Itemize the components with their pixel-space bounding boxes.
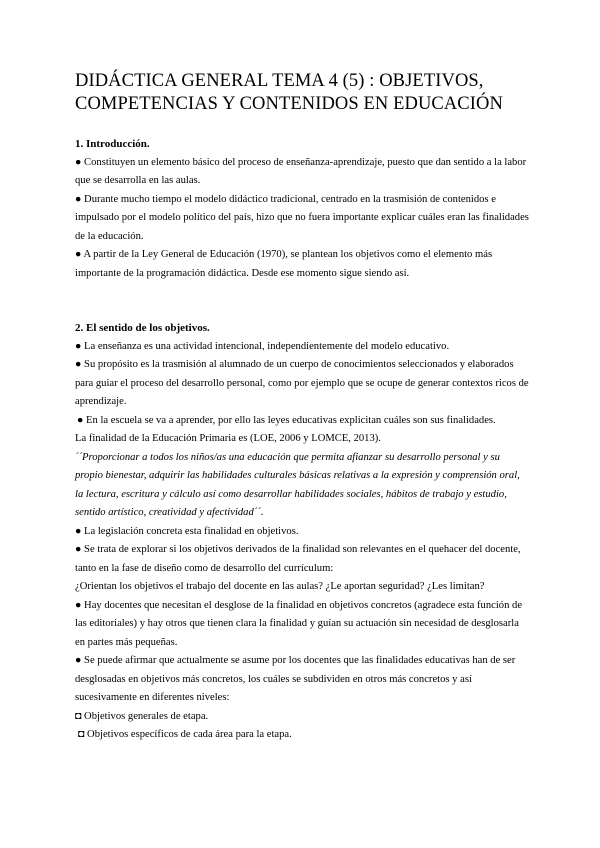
section-1-paragraph: ● Durante mucho tiempo el modelo didáctico tradicional, centrado en la trasmisión de contenidos e impulsado por el modelo político del país, hizo que no fuera importante explicar cuáles eran las finalidades de la educación. — [75, 193, 529, 242]
section-2-heading: 2. El sentido de los objetivos. — [75, 322, 210, 334]
list-item: ◘ Objetivos específicos de cada área para la etapa. — [78, 729, 292, 740]
section-2-paragraph: La finalidad de la Educación Primaria es (LOE, 2006 y LOMCE, 2013). — [75, 433, 381, 444]
section-2-paragraph: ● La legislación concreta esta finalidad en objetivos. — [75, 525, 299, 537]
document-title: DIDÁCTICA GENERAL TEMA 4 (5) : OBJETIVOS, COMPETENCIAS Y CONTENIDOS EN EDUCACIÓN — [75, 71, 503, 114]
list-item: ◘ Objetivos generales de etapa. — [75, 710, 209, 722]
section-1-paragraph: ● A partir de la Ley General de Educación (1970), se plantean los objetivos como el elemento más importante de la programación didáctica. Desde ese momento sigue siendo así. — [75, 249, 493, 279]
section-2-paragraph: ● Se puede afirmar que actualmente se asume por los docentes que las finalidades educativas han de ser desglosadas en objetivos más concretos, los cuáles se subdividen en otros más concretos y así sucesivamente en diferentes niveles: — [75, 655, 516, 703]
section-2-paragraph: ● En la escuela se va a aprender, por ello las leyes educativas explicitan cuáles son sus finalidades. — [77, 414, 496, 426]
section-2-paragraph: ● Hay docentes que necesitan el desglose de la finalidad en objetivos concretos (agradece esta función de las editoriales) y hay otros que tienen clara la finalidad y guían su actuación sin necesidad de desglosarla en partes más pequeñas. — [75, 599, 523, 648]
section-2-paragraph: ● Su propósito es la trasmisión al alumnado de un cuerpo de conocimientos seleccionados y elaborados para guiar el proceso del desarrollo personal, como por ejemplo que se ocupe de generar contextos ricos de aprendizaje. — [75, 359, 529, 407]
section-2-paragraph: ● La enseñanza es una actividad intencional, independientemente del modelo educativo. — [75, 340, 450, 352]
section-2-paragraph: ● Se trata de explorar si los objetivos derivados de la finalidad son relevantes en el quehacer del docente, tanto en la fase de diseño como de desarrollo del currículum: — [75, 544, 521, 574]
section-1-heading: 1. Introducción. — [75, 138, 150, 150]
document-page — [75, 70, 530, 745]
section-1-paragraph: ● Constituyen un elemento básico del proceso de enseñanza-aprendizaje, puesto que dan sentido a la labor que se desarrolla en las aulas. — [75, 156, 527, 186]
section-2-paragraph: ¿Orientan los objetivos el trabajo del docente en las aulas? ¿Le aportan seguridad? ¿Les limitan? — [75, 581, 485, 592]
legal-quote: ´´Proporcionar a todos los niños/as una educación que permita afianzar su desarrollo personal y su propio bienestar, adquirir las habilidades culturales básicas relativas a la expresión y comprensión oral, la lectura, escritura y cálculo así como desarrollar habilidades sociales, hábitos de trabajo y estudio, sentido artístico, creatividad y afectividad´´. — [75, 451, 520, 518]
